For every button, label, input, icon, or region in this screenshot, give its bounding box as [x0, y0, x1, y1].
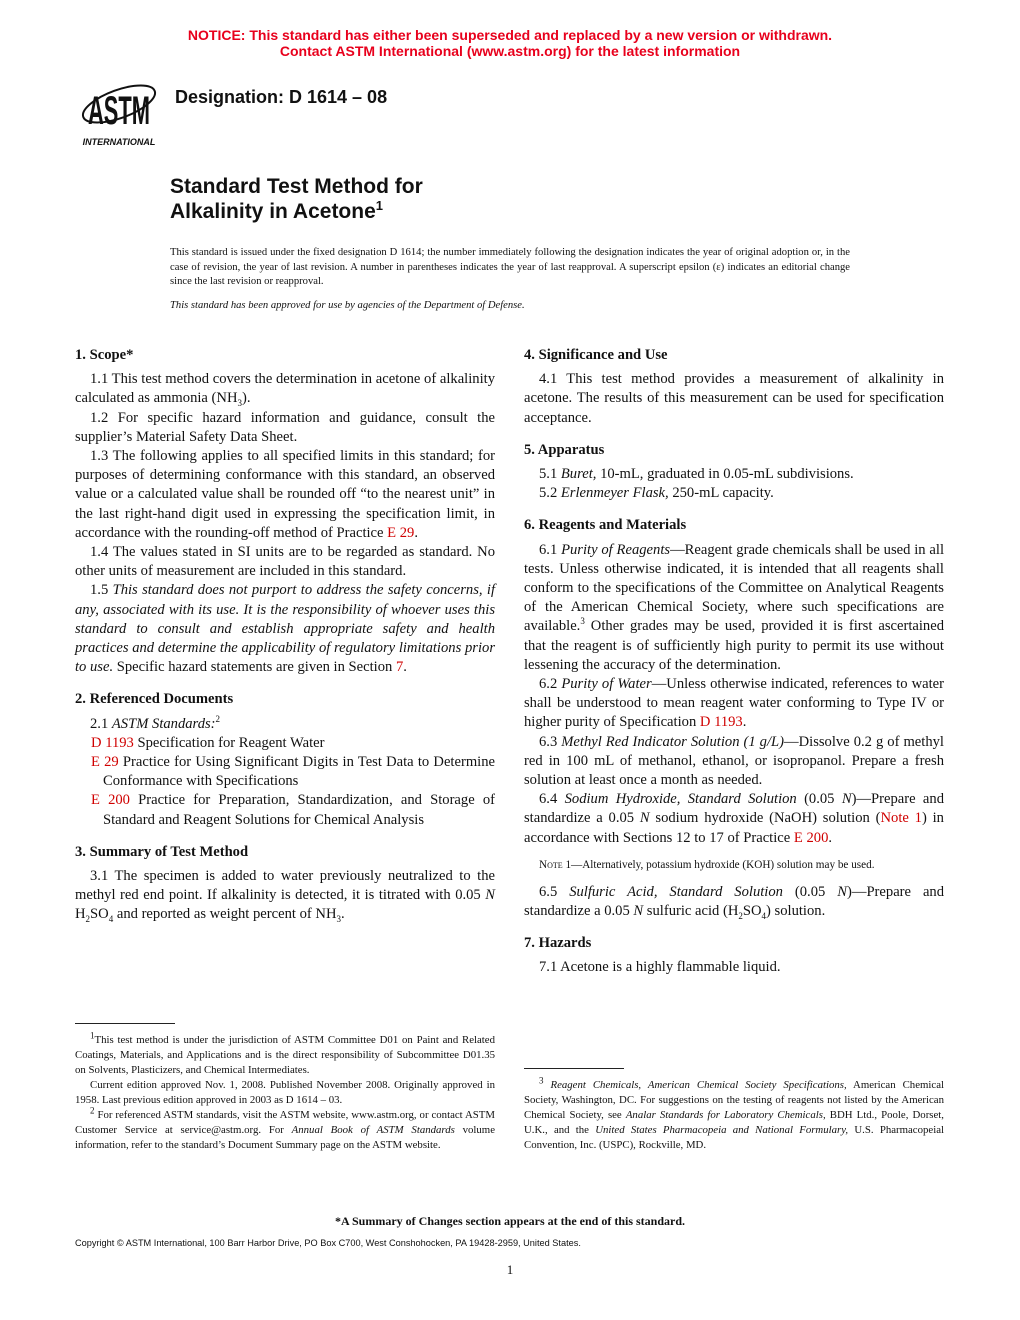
- paragraph: [524, 733, 944, 791]
- text-run: 7.1 Acetone is a highly flammable liquid.: [539, 959, 781, 976]
- text-run: N: [639, 810, 650, 827]
- paragraph: [75, 1105, 495, 1153]
- text-run: U.S. Pharmacopeial Convention, Inc. (USPC), Rockville, MD.: [524, 1124, 944, 1151]
- footnote-ref[interactable]: 1: [90, 1030, 95, 1041]
- copyright: Copyright © ASTM International, 100 Barr Harbor Drive, PO Box C700, West Conshohocken, PA 19428-2959, United States.: [75, 1238, 581, 1248]
- text-run: 6.4: [539, 791, 565, 808]
- paragraph: [75, 543, 495, 581]
- paragraph: [75, 867, 495, 925]
- text-run: Sodium Hydroxide, Standard Solution: [564, 791, 797, 808]
- text-run: 2: [738, 910, 743, 921]
- text-run: H: [75, 906, 86, 923]
- text-run: 1.1 This test method covers the determination in acetone of alkalinity calculated as ammonia (NH: [75, 371, 495, 407]
- page-number: 1: [506, 1262, 514, 1277]
- text-run: 2: [85, 914, 91, 925]
- text-run: 1.3 The following applies to all specified limits in this standard; for purposes of determining conformance with this standard, an observed value or a calculated value shall be rounded off “to the nearest unit” in the last right-hand digit used in expressing the specification limit, in accordance with the rounding-off method of Practice: [75, 448, 495, 541]
- notice-line-2[interactable]: Contact ASTM International (www.astm.org) for the latest information: [279, 43, 741, 59]
- paragraph: [524, 790, 944, 848]
- dod-approval: This standard has been approved for use by agencies of the Department of Defense.: [170, 300, 525, 311]
- footnote-ref[interactable]: 3: [539, 1075, 544, 1086]
- text-run: This test method is under the jurisdiction of ASTM Committee D01 on Paint and Related Coatings, Materials, and Applications and is the direct responsibility of Subcommittee D01.35 on Solvents, Plasticizers, and Chemical Intermediates.: [75, 1034, 495, 1076]
- text-run: 3. Summary of Test Method: [75, 843, 249, 860]
- text-run: (0.05: [782, 883, 838, 900]
- text-run: 4: [108, 914, 114, 925]
- text-run: Practice for Preparation, Standardization, and Storage of Standard and Reagent Solutions for Chemical Analysis: [103, 792, 495, 828]
- footnotes-right: [524, 1075, 944, 1153]
- cross-reference-link[interactable]: Note 1: [880, 810, 922, 827]
- title-line-2: Alkalinity in Acetone: [170, 200, 376, 223]
- text-run: 6. Reagents and Materials: [524, 517, 687, 534]
- document-title: [170, 174, 423, 224]
- text-run: SO: [90, 906, 109, 923]
- text-run: 1.2 For specific hazard information and guidance, consult the supplier’s Material Safety Data Sheet.: [75, 409, 495, 445]
- paragraph: [524, 541, 944, 675]
- text-run: 4: [761, 910, 767, 921]
- paragraph: [524, 675, 944, 733]
- right-column: [524, 346, 944, 978]
- paragraph: [524, 958, 944, 977]
- text-run: .: [828, 829, 833, 846]
- text-run: Note: [539, 858, 563, 871]
- text-run: N: [837, 883, 847, 900]
- text-run: Sulfuric Acid, Standard Solution: [569, 883, 783, 900]
- text-run: Current edition approved Nov. 1, 2008. Published November 2008. Originally approved in 1958. Last previous edition approved in 2003 as D 1614 – 03.: [75, 1079, 495, 1106]
- paragraph: [524, 484, 944, 503]
- paragraph: [524, 370, 944, 428]
- section-heading: [75, 346, 495, 365]
- text-run: Annual Book of ASTM Standards: [291, 1124, 455, 1136]
- text-run: sulfuric acid (H: [643, 903, 739, 920]
- paragraph: [75, 715, 495, 734]
- text-run: Analar Standards for Laboratory Chemicals,: [625, 1109, 826, 1121]
- text-run: 1.5: [90, 582, 113, 599]
- issuance-statement: This standard is issued under the fixed designation D 1614; the number immediately following the designation indicates the year of original adoption or, in the case of revision, the year of last revision. A number in parentheses indicates the year of last reapproval. A superscript epsilon (ε) indicates an editorial change since the last revision or reapproval.: [170, 247, 850, 288]
- paragraph: [75, 447, 495, 543]
- section-heading: [75, 690, 495, 709]
- section-heading: [524, 346, 944, 365]
- text-run: Methyl Red Indicator Solution (1 g/L): [561, 733, 785, 750]
- text-run: United States Pharmacopeia and National Formulary,: [595, 1124, 849, 1136]
- paragraph: [75, 581, 495, 677]
- text-run: 6.3: [539, 733, 562, 750]
- notice-line-1: NOTICE: This standard has either been superseded and replaced by a new version or withdrawn.: [187, 27, 833, 43]
- cross-reference-link[interactable]: 7: [395, 659, 404, 676]
- text-run: 3: [237, 398, 242, 409]
- text-run: Specific hazard statements are given in Section: [113, 659, 396, 676]
- text-run: 1—Alternatively, potassium hydroxide (KOH) solution may be used.: [562, 858, 875, 871]
- text-run: This standard does not purport to address the safety concerns, if any, associated with its use. It is the responsibility of whoever uses this standard to consult and establish appropriate safety and health practices and determine the applicability of regulatory limitations prior to use.: [75, 582, 496, 676]
- paragraph: [524, 465, 944, 484]
- text-run: ).: [242, 390, 251, 407]
- text-run: 1.4 The values stated in SI units are to be regarded as standard. No other units of measurement are included in this standard.: [75, 544, 495, 580]
- footnotes-left: [75, 1030, 495, 1153]
- section-heading: [524, 934, 944, 953]
- footnote-divider: [524, 1068, 624, 1069]
- text-run: BDH Ltd., Poole, Dorset, U.K., and the: [524, 1109, 944, 1136]
- text-run: 10-mL, graduated in 0.05-mL subdivisions.: [596, 466, 854, 483]
- footnote-ref[interactable]: 2: [215, 713, 221, 724]
- paragraph: [75, 1078, 495, 1108]
- text-run: 7. Hazards: [524, 935, 592, 952]
- text-run: )—Prepare and standardize a 0.05: [524, 791, 944, 827]
- text-run: Specification for Reagent Water: [133, 734, 325, 751]
- text-run: —Reagent grade chemicals shall be used in all tests. Unless otherwise indicated, it is intended that all reagents shall conform to the specifications of the Committee on Analytical Reagents of the American Chemical Society, where such specifications are available.: [524, 541, 945, 635]
- text-run: 4.1 This test method provides a measurement of alkalinity in acetone. The results of this measurement can be used for specification acceptance.: [524, 371, 944, 426]
- footnote-divider: [75, 1023, 175, 1024]
- text-run: Reagent Chemicals, American Chemical Society Specifications,: [550, 1079, 847, 1091]
- text-run: 2.1: [90, 715, 112, 732]
- section-heading: [524, 516, 944, 535]
- reference-item: [75, 753, 495, 791]
- paragraph: [75, 370, 495, 408]
- paragraph: [524, 1075, 944, 1153]
- section-heading: [75, 843, 495, 862]
- text-run: Other grades may be used, provided it is first ascertained that the reagent is of sufficiently high purity to permit its use without lessening the accuracy of the determination.: [524, 618, 944, 673]
- text-run: Purity of Water: [561, 676, 652, 693]
- cross-reference-link[interactable]: E 29: [91, 754, 119, 771]
- text-run: .: [742, 714, 747, 731]
- note: [524, 858, 944, 873]
- text-run: 5. Apparatus: [524, 441, 605, 458]
- text-run: 4. Significance and Use: [524, 347, 668, 363]
- summary-of-changes-note: *A Summary of Changes section appears at the end of this standard.: [334, 1214, 686, 1228]
- text-run: ASTM Standards:: [111, 715, 216, 732]
- text-run: Buret,: [560, 466, 597, 483]
- text-run: volume information, refer to the standard’s Document Summary page on the ASTM website.: [75, 1124, 495, 1151]
- text-run: 3: [336, 914, 341, 925]
- text-run: (0.05: [796, 791, 842, 808]
- paragraph: [75, 409, 495, 447]
- reference-item: [75, 791, 495, 829]
- text-run: .: [341, 906, 345, 923]
- title-line-1: Standard Test Method for: [170, 175, 423, 198]
- text-run: Purity of Reagents: [561, 541, 671, 558]
- text-run: )—Prepare and standardize a 0.05: [524, 883, 945, 920]
- title-footnote-ref[interactable]: 1: [375, 198, 383, 213]
- text-run: ) in accordance with Sections 12 to 17 of Practice: [524, 810, 944, 846]
- reference-item: [75, 734, 495, 753]
- text-run: —Dissolve 0.2 g of methyl red in 100 mL of methanol, ethanol, or isopropanol. Prepare a fresh solution at least once a month as needed.: [524, 733, 944, 789]
- text-run: ) solution.: [766, 903, 826, 920]
- text-run: 2. Referenced Documents: [75, 691, 234, 708]
- withdrawal-notice: [0, 27, 1020, 59]
- paragraph: [524, 883, 944, 921]
- text-run: Practice for Using Significant Digits in Test Data to Determine Conformance with Specifications: [103, 754, 495, 790]
- paragraph: [75, 1030, 495, 1078]
- text-run: N: [841, 791, 852, 808]
- designation: Designation: D 1614 – 08: [175, 87, 388, 107]
- text-run: SO: [742, 903, 762, 920]
- section-heading: [524, 441, 944, 460]
- cross-reference-link[interactable]: D 1193: [699, 714, 743, 731]
- cross-reference-link[interactable]: E 200: [793, 829, 829, 846]
- text-run: 3.1 The specimen is added to water previously neutralized to the methyl red end point. If alkalinity is detected, it is titrated with 0.05: [75, 868, 495, 904]
- cross-reference-link[interactable]: E 200: [91, 792, 130, 809]
- text-run: 6.1: [539, 541, 562, 558]
- text-run: N: [633, 903, 644, 920]
- text-run: —Unless otherwise indicated, references to water shall be understood to mean reagent water conforming to Type IV or higher purity of Specification: [524, 676, 945, 731]
- text-run: Erlenmeyer Flask,: [560, 485, 669, 502]
- left-column: [75, 346, 495, 925]
- text-run: .: [403, 659, 407, 676]
- text-run: For referenced ASTM standards, visit the ASTM website, www.astm.org, or contact ASTM Customer Service at service@astm.org. For: [75, 1109, 495, 1136]
- text-run: .: [414, 524, 418, 541]
- text-run: 5.1: [539, 466, 561, 483]
- footnote-ref[interactable]: 2: [90, 1105, 95, 1116]
- text-run: 5.2: [539, 485, 561, 502]
- text-run: 1. Scope*: [75, 347, 134, 363]
- cross-reference-link[interactable]: E 29: [387, 524, 415, 541]
- text-run: 250-mL capacity.: [668, 485, 774, 502]
- svg-text:INTERNATIONAL: INTERNATIONAL: [82, 137, 156, 147]
- cross-reference-link[interactable]: D 1193: [91, 734, 134, 751]
- text-run: 6.2: [539, 676, 562, 693]
- text-run: American Chemical Society, Washington, DC. For suggestions on the testing of reagents not listed by the American Chemical Society, see: [524, 1079, 944, 1121]
- text-run: 6.5: [539, 883, 570, 900]
- svg-text:ASTM: ASTM: [88, 89, 150, 133]
- text-run: sodium hydroxide (NaOH) solution (: [649, 810, 881, 827]
- footnote-ref[interactable]: 3: [580, 616, 585, 627]
- text-run: and reported as weight percent of NH: [113, 906, 337, 923]
- text-run: N: [485, 887, 495, 904]
- astm-logo: [76, 74, 162, 150]
